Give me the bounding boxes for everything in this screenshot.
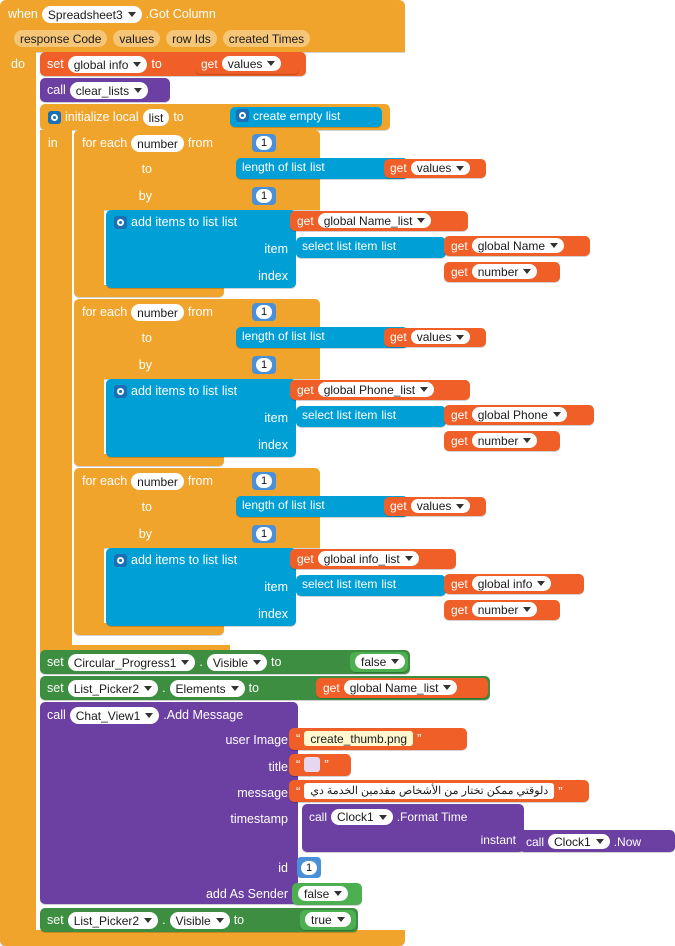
global-phone-dropdown[interactable]: global Phone [472, 407, 567, 422]
chevron-down-icon[interactable] [523, 607, 531, 612]
get-label: get [201, 56, 218, 71]
chevron-down-icon[interactable] [216, 918, 224, 923]
chevron-down-icon[interactable] [337, 917, 345, 922]
quote-close-icon: ” [558, 783, 563, 799]
get-global-info-block[interactable] [444, 574, 584, 594]
arg-label-message: message [237, 786, 288, 800]
list-socket-label: list [310, 498, 325, 512]
get-global-phone-block[interactable] [444, 405, 594, 425]
event-param-createdtimes[interactable]: created Times [223, 30, 310, 47]
set-label: set [47, 913, 64, 928]
for-each-label: for each [82, 136, 128, 151]
event-block-bottom [0, 930, 405, 946]
global-name-list-dropdown[interactable]: global Name_list [318, 213, 432, 228]
chevron-down-icon[interactable] [417, 218, 425, 223]
chevron-down-icon[interactable] [456, 504, 464, 509]
for-each-label: for each [82, 305, 128, 320]
text-field-userimage[interactable]: create_thumb.png [304, 731, 413, 746]
to-label: to [233, 913, 245, 928]
select-list-item-label: select list item [302, 577, 378, 591]
global-name-list-dropdown[interactable]: global Name_list [344, 680, 458, 695]
set-label: set [47, 57, 64, 72]
chevron-down-icon[interactable] [523, 269, 531, 274]
from-label: from [187, 305, 213, 320]
true-dropdown[interactable]: true [305, 912, 351, 927]
loop-by-number[interactable]: 1 [252, 525, 276, 543]
chevron-down-icon[interactable] [456, 166, 464, 171]
call-clock1-formattime-block[interactable] [302, 804, 524, 852]
event-block-spreadsheet-gotcolumn[interactable] [0, 0, 405, 52]
text-block-message[interactable] [289, 780, 589, 802]
arg-label-addassender: add As Sender [205, 887, 288, 901]
list-socket-label: list [310, 329, 325, 343]
get-values-block[interactable] [384, 497, 486, 516]
elements-property-dropdown[interactable]: Elements [170, 680, 245, 697]
method-label: .Format Time [396, 810, 468, 824]
call-label: call [309, 810, 328, 824]
create-empty-list-block[interactable] [230, 107, 382, 127]
chevron-down-icon[interactable] [133, 62, 141, 67]
list-socket-label: list [221, 215, 238, 230]
clock1-dropdown[interactable]: Clock1 [331, 809, 393, 825]
list-socket-label: list [381, 239, 397, 253]
chevron-down-icon[interactable] [379, 815, 387, 820]
false-dropdown[interactable]: false [298, 886, 348, 901]
global-info-dropdown[interactable]: global info [68, 56, 148, 73]
set-listpicker-visible-block[interactable] [40, 908, 358, 932]
when-label: when [8, 7, 38, 22]
to-label: to [141, 331, 152, 345]
get-global-phone-list-block[interactable] [290, 380, 470, 400]
mutator-icon[interactable] [48, 111, 61, 124]
in-label: in [48, 136, 58, 150]
get-label: get [451, 264, 468, 279]
event-block-spine [0, 52, 36, 938]
dot-label: . [162, 681, 166, 696]
get-label: get [323, 680, 340, 695]
get-global-name-block[interactable] [444, 236, 590, 256]
loop-by-number[interactable]: 1 [252, 356, 276, 374]
add-items-to-list-block-3[interactable] [106, 548, 296, 626]
chatview1-dropdown[interactable]: Chat_View1 [70, 707, 160, 724]
get-label: get [451, 407, 468, 422]
get-number-block-1[interactable] [444, 262, 560, 282]
call-clear-lists-block[interactable] [40, 78, 170, 102]
length-of-list-block-1[interactable] [236, 158, 452, 179]
from-label: from [187, 136, 213, 151]
arg-label-userimage: user Image [225, 733, 288, 747]
chevron-down-icon[interactable] [144, 918, 152, 923]
set-circular-progress-visible-block[interactable] [40, 650, 410, 674]
global-phone-list-dropdown[interactable]: global Phone_list [318, 382, 434, 397]
call-label: call [526, 834, 545, 849]
chevron-down-icon[interactable] [145, 713, 153, 718]
get-values-block[interactable] [384, 328, 486, 347]
init-local-spine [40, 130, 72, 650]
chevron-down-icon[interactable] [391, 659, 399, 664]
method-label: .Add Message [163, 708, 244, 723]
for-each-label: for each [82, 474, 128, 489]
global-info-list-dropdown[interactable]: global info_list [318, 551, 419, 566]
visible-property-dropdown[interactable]: Visible [170, 912, 230, 929]
list-socket-label: list [381, 408, 397, 422]
chevron-down-icon[interactable] [456, 335, 464, 340]
arg-label-id: id [278, 861, 288, 875]
listpicker2-dropdown[interactable]: List_Picker2 [68, 680, 158, 697]
mutator-icon[interactable] [236, 109, 249, 122]
from-label: from [187, 474, 213, 489]
event-component-dropdown[interactable]: Spreadsheet3 [42, 6, 142, 23]
by-label: by [138, 527, 152, 541]
set-global-info-block[interactable] [40, 52, 306, 76]
get-label: get [390, 161, 407, 175]
set-label: set [47, 681, 64, 696]
to-label: to [141, 500, 152, 514]
number-block-id[interactable]: 1 [297, 857, 321, 878]
to-label: to [141, 162, 152, 176]
get-values-block[interactable] [195, 54, 299, 74]
chevron-down-icon[interactable] [596, 839, 604, 844]
get-label: get [451, 602, 468, 617]
select-list-item-block-1[interactable] [296, 237, 446, 258]
arg-label-title: title [268, 760, 288, 774]
set-listpicker-elements-block[interactable] [40, 676, 490, 700]
loop-from-number[interactable]: 1 [252, 472, 276, 490]
loop-var-field[interactable]: number [131, 135, 184, 152]
length-of-list-block-3[interactable] [236, 496, 452, 517]
chevron-down-icon[interactable] [128, 12, 136, 17]
loop-body-spine-3 [74, 548, 104, 630]
values-dropdown[interactable]: values [411, 499, 471, 513]
list-socket-label: list [381, 577, 397, 591]
event-name-label: .Got Column [145, 7, 216, 22]
to-label: to [271, 655, 282, 670]
loop-by-number[interactable]: 1 [252, 187, 276, 205]
create-empty-list-label: create empty list [253, 108, 341, 123]
chevron-down-icon[interactable] [523, 438, 531, 443]
arg-label-timestamp: timestamp [230, 812, 288, 826]
circular-progress-dropdown[interactable]: Circular_Progress1 [68, 654, 196, 671]
length-of-list-label: length of list [242, 498, 307, 512]
get-label: get [297, 382, 314, 397]
dot-label: . [199, 655, 203, 670]
get-values-block[interactable] [384, 159, 486, 178]
select-list-item-block-2[interactable] [296, 406, 446, 427]
global-name-dropdown[interactable]: global Name [472, 238, 564, 253]
method-label: .Now [613, 834, 642, 849]
number-dropdown[interactable]: number [472, 433, 538, 448]
event-param-rowids[interactable]: row Ids [166, 30, 217, 47]
number-dropdown[interactable]: number [472, 602, 538, 617]
item-label: item [264, 411, 288, 425]
get-number-block-3[interactable] [444, 600, 560, 620]
mutator-icon[interactable] [114, 216, 127, 229]
call-label: call [47, 708, 66, 723]
event-param-values[interactable]: values [113, 30, 160, 47]
clear-lists-dropdown[interactable]: clear_lists [70, 82, 148, 99]
list-socket-label: list [221, 553, 238, 568]
select-list-item-block-3[interactable] [296, 575, 446, 596]
by-label: by [138, 358, 152, 372]
get-label: get [451, 576, 468, 591]
set-label: set [47, 655, 64, 670]
list-socket-label: list [221, 384, 238, 399]
chevron-down-icon[interactable] [420, 387, 428, 392]
get-global-name-list-block[interactable] [290, 211, 468, 231]
select-list-item-label: select list item [302, 408, 378, 422]
quote-open-icon: “ [296, 783, 301, 799]
number-dropdown[interactable]: number [472, 264, 538, 279]
event-param-responsecode[interactable]: response Code [14, 30, 107, 47]
chevron-down-icon[interactable] [267, 61, 275, 66]
loop-body-spine-2 [74, 379, 104, 461]
get-label: get [451, 433, 468, 448]
loop-var-field[interactable]: number [131, 304, 184, 321]
global-info-dropdown[interactable]: global info [472, 576, 552, 591]
text-field-message[interactable]: دلوقتي ممكن تختار من الأشخاص مقدمين الخدمة دي [304, 783, 554, 799]
values-dropdown[interactable]: values [411, 330, 471, 344]
logic-true-block[interactable] [300, 910, 356, 930]
list-socket-label: list [310, 160, 325, 174]
chevron-down-icon[interactable] [334, 891, 342, 896]
loop-body-spine-1 [74, 210, 104, 292]
index-label: index [258, 269, 288, 283]
get-number-block-2[interactable] [444, 431, 560, 451]
false-dropdown[interactable]: false [355, 654, 405, 669]
quote-open-icon: “ [296, 731, 301, 746]
index-label: index [258, 438, 288, 452]
values-dropdown[interactable]: values [411, 161, 471, 175]
select-list-item-label: select list item [302, 239, 378, 253]
listpicker2-dropdown[interactable]: List_Picker2 [68, 912, 158, 929]
get-global-name-list-block-2[interactable] [316, 678, 488, 698]
add-items-label: add items to list [131, 384, 218, 399]
add-items-label: add items to list [131, 553, 218, 568]
visible-property-dropdown[interactable]: Visible [207, 654, 267, 671]
loop-var-field[interactable]: number [131, 473, 184, 490]
to-label: to [248, 681, 260, 696]
chevron-down-icon[interactable] [144, 686, 152, 691]
add-items-to-list-block-1[interactable] [106, 210, 296, 288]
get-label: get [297, 551, 314, 566]
values-dropdown[interactable]: values [222, 56, 282, 71]
by-label: by [138, 189, 152, 203]
loop-from-number[interactable]: 1 [252, 134, 276, 152]
chevron-down-icon[interactable] [550, 243, 558, 248]
init-local-list-block[interactable] [40, 104, 390, 130]
call-label: call [47, 83, 66, 98]
get-label: get [297, 213, 314, 228]
call-clock1-now-block[interactable] [519, 830, 675, 852]
item-label: item [264, 580, 288, 594]
quote-close-icon: ” [417, 731, 422, 746]
chevron-down-icon[interactable] [537, 581, 545, 586]
arg-label-instant: instant [480, 833, 516, 847]
local-name-field[interactable]: list [143, 109, 170, 126]
do-label: do [11, 57, 25, 71]
item-label: item [264, 242, 288, 256]
get-global-info-list-block[interactable] [290, 549, 456, 569]
length-of-list-block-2[interactable] [236, 327, 452, 348]
quote-open-icon: “ [296, 757, 301, 772]
get-label: get [390, 499, 407, 513]
chevron-down-icon[interactable] [405, 556, 413, 561]
add-items-to-list-block-2[interactable] [106, 379, 296, 457]
clock1-dropdown[interactable]: Clock1 [548, 834, 610, 849]
to-label: to [151, 57, 162, 72]
index-label: index [258, 607, 288, 621]
chevron-down-icon[interactable] [231, 686, 239, 691]
text-block-userimage[interactable] [289, 728, 467, 750]
length-of-list-label: length of list [242, 160, 307, 174]
add-items-label: add items to list [131, 215, 218, 230]
chevron-down-icon[interactable] [134, 88, 142, 93]
chevron-down-icon[interactable] [553, 412, 561, 417]
initialize-local-label: initialize local [65, 110, 139, 125]
dot-label: . [162, 913, 166, 928]
call-chatview-addmessage-block[interactable] [40, 702, 301, 904]
mutator-icon[interactable] [114, 554, 127, 567]
chevron-down-icon[interactable] [253, 660, 261, 665]
chevron-down-icon[interactable] [443, 685, 451, 690]
text-block-title[interactable] [289, 754, 351, 776]
text-field-title[interactable] [304, 757, 320, 772]
quote-close-icon: ” [324, 757, 329, 772]
get-label: get [390, 330, 407, 344]
loop-from-number[interactable]: 1 [252, 303, 276, 321]
length-of-list-label: length of list [242, 329, 307, 343]
get-label: get [451, 238, 468, 253]
chevron-down-icon[interactable] [181, 660, 189, 665]
mutator-icon[interactable] [114, 385, 127, 398]
to-label: to [173, 110, 184, 125]
logic-false-block-1[interactable] [350, 652, 408, 672]
logic-false-block-2[interactable] [292, 883, 362, 905]
